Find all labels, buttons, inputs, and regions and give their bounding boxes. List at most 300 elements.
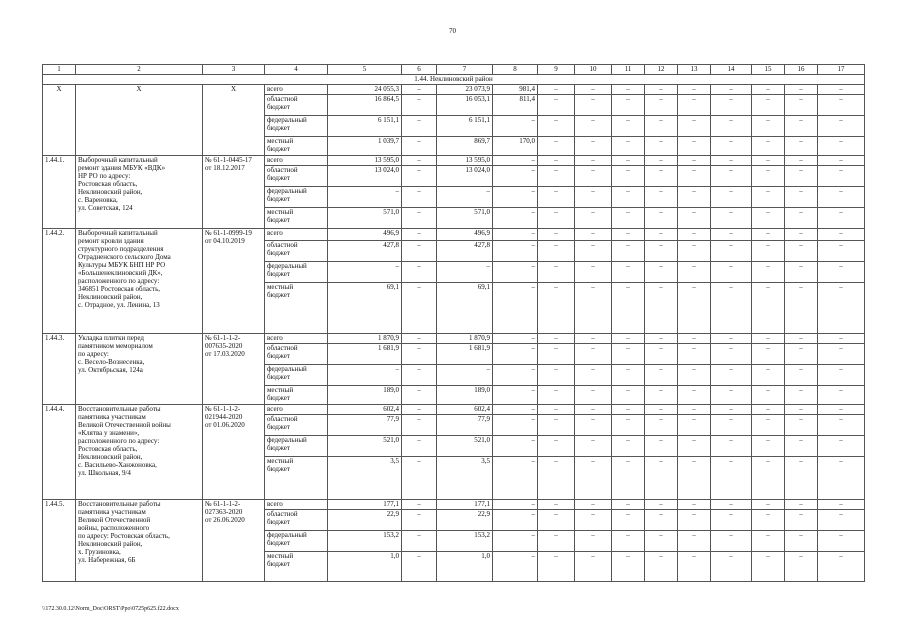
cell-col14: –: [711, 344, 752, 365]
fund-source: всего: [265, 334, 328, 344]
cell-col14: –: [711, 262, 752, 283]
fund-source: областной бюджет: [265, 344, 328, 365]
cell-col7: 22,9: [437, 510, 493, 531]
cell-col17: –: [818, 436, 865, 457]
item-number: 1.44.3.: [43, 334, 76, 405]
cell-col10: –: [575, 500, 612, 510]
cell-col8: –: [493, 531, 538, 552]
cell-col10: –: [575, 334, 612, 344]
cell-col13: –: [678, 344, 711, 365]
cell-col6: –: [402, 436, 437, 457]
cell-col11: –: [612, 510, 645, 531]
fund-source: федеральный бюджет: [265, 116, 328, 137]
item-document: № 61-1-0999-19 от 04.10.2019: [203, 229, 265, 334]
column-number: 3: [203, 65, 265, 75]
cell-col9: –: [538, 156, 575, 166]
cell-col6: –: [402, 386, 437, 405]
cell-col16: –: [785, 208, 818, 229]
cell-col15: –: [752, 436, 785, 457]
cell-col17: –: [818, 85, 865, 95]
cell-col12: –: [645, 510, 678, 531]
item-name: Выборочный капитальный ремонт кровли здания структурного подразделения Отрадненского сельского Дома Культуры МБУК БНП НР РО «Большенеклиновский ДК», расположенного по адресу: 346851 Ростовская область, Неклиновский район, с. Отрадное, ул. Ленина, 13: [76, 229, 203, 334]
cell-col16: –: [785, 405, 818, 415]
item-number: 1.44.1.: [43, 156, 76, 229]
cell-col8: –: [493, 386, 538, 405]
cell-col7: 427,8: [437, 241, 493, 262]
cell-col8: –: [493, 208, 538, 229]
fund-row: [43, 156, 865, 166]
cell-col9: –: [538, 415, 575, 436]
cell-col6: –: [402, 208, 437, 229]
cell-col17: –: [818, 415, 865, 436]
cell-col7: 1,0: [437, 552, 493, 582]
cell-col12: –: [645, 85, 678, 95]
fund-source: всего: [265, 500, 328, 510]
cell-col12: –: [645, 283, 678, 334]
cell-col9: –: [538, 241, 575, 262]
cell-col8: –: [493, 415, 538, 436]
cell-col14: –: [711, 156, 752, 166]
fund-source: всего: [265, 405, 328, 415]
cell-total: 1,0: [328, 552, 402, 582]
cell-col8: –: [493, 229, 538, 241]
cell-total: –: [328, 262, 402, 283]
cell-col14: –: [711, 241, 752, 262]
cell-col6: –: [402, 241, 437, 262]
fund-source: федеральный бюджет: [265, 187, 328, 208]
fund-source: областной бюджет: [265, 166, 328, 187]
cell-col9: –: [538, 436, 575, 457]
cell-col16: –: [785, 95, 818, 116]
cell-col9: –: [538, 365, 575, 386]
cell-col14: –: [711, 415, 752, 436]
column-number: 16: [785, 65, 818, 75]
item-number: 1.44.4.: [43, 405, 76, 500]
cell-col15: –: [752, 241, 785, 262]
fund-source: местный бюджет: [265, 208, 328, 229]
cell-col13: –: [678, 116, 711, 137]
cell-col11: –: [612, 500, 645, 510]
cell-col10: –: [575, 229, 612, 241]
cell-col8: 170,0: [493, 137, 538, 156]
total-col2: X: [76, 85, 203, 156]
cell-col17: –: [818, 386, 865, 405]
cell-col16: –: [785, 334, 818, 344]
item-document: № 61-1-1-2- 027363-2020 от 26.06.2020: [203, 500, 265, 582]
cell-col9: –: [538, 208, 575, 229]
cell-col13: –: [678, 208, 711, 229]
cell-col8: –: [493, 283, 538, 334]
cell-col16: –: [785, 500, 818, 510]
cell-col13: –: [678, 405, 711, 415]
cell-col14: –: [711, 229, 752, 241]
cell-col10: –: [575, 95, 612, 116]
cell-col10: –: [575, 166, 612, 187]
cell-col11: –: [612, 405, 645, 415]
cell-col9: –: [538, 405, 575, 415]
cell-col7: 177,1: [437, 500, 493, 510]
cell-col10: –: [575, 116, 612, 137]
cell-col16: –: [785, 187, 818, 208]
cell-col14: –: [711, 386, 752, 405]
cell-col12: –: [645, 156, 678, 166]
cell-col10: –: [575, 344, 612, 365]
cell-col11: –: [612, 229, 645, 241]
cell-col6: –: [402, 283, 437, 334]
cell-col16: –: [785, 344, 818, 365]
cell-col6: –: [402, 552, 437, 582]
section-title: 1.44. Неклиновский район: [43, 75, 865, 85]
cell-col13: –: [678, 334, 711, 344]
cell-col8: –: [493, 552, 538, 582]
cell-col13: –: [678, 283, 711, 334]
cell-col6: –: [402, 457, 437, 500]
cell-col15: –: [752, 457, 785, 500]
cell-col15: –: [752, 262, 785, 283]
cell-col10: –: [575, 262, 612, 283]
cell-col10: –: [575, 365, 612, 386]
cell-col10: –: [575, 85, 612, 95]
cell-col14: –: [711, 187, 752, 208]
cell-col17: –: [818, 95, 865, 116]
cell-col17: –: [818, 262, 865, 283]
cell-col17: –: [818, 552, 865, 582]
cell-col10: –: [575, 283, 612, 334]
cell-col15: –: [752, 166, 785, 187]
column-number: 10: [575, 65, 612, 75]
fund-source: областной бюджет: [265, 510, 328, 531]
cell-col8: –: [493, 334, 538, 344]
cell-col11: –: [612, 386, 645, 405]
cell-col8: –: [493, 187, 538, 208]
cell-col16: –: [785, 365, 818, 386]
cell-col8: –: [493, 241, 538, 262]
cell-col7: –: [437, 187, 493, 208]
cell-col13: –: [678, 229, 711, 241]
cell-col16: –: [785, 283, 818, 334]
cell-col13: –: [678, 531, 711, 552]
cell-col11: –: [612, 334, 645, 344]
fund-source: федеральный бюджет: [265, 436, 328, 457]
cell-col10: –: [575, 457, 612, 500]
cell-total: 22,9: [328, 510, 402, 531]
page-number: 70: [449, 27, 456, 35]
fund-row: [43, 85, 865, 95]
column-number-row: [43, 65, 865, 75]
cell-col9: –: [538, 531, 575, 552]
cell-col8: –: [493, 500, 538, 510]
column-number: 9: [538, 65, 575, 75]
cell-col16: –: [785, 436, 818, 457]
cell-col17: –: [818, 187, 865, 208]
cell-col10: –: [575, 187, 612, 208]
cell-col7: 869,7: [437, 137, 493, 156]
cell-col17: –: [818, 166, 865, 187]
cell-col6: –: [402, 156, 437, 166]
cell-col15: –: [752, 510, 785, 531]
cell-col17: –: [818, 137, 865, 156]
cell-col15: –: [752, 208, 785, 229]
cell-col9: –: [538, 344, 575, 365]
cell-col12: –: [645, 457, 678, 500]
cell-col13: –: [678, 386, 711, 405]
cell-col12: –: [645, 116, 678, 137]
column-number: 5: [328, 65, 402, 75]
cell-col6: –: [402, 500, 437, 510]
cell-col7: 1 681,9: [437, 344, 493, 365]
column-number: 8: [493, 65, 538, 75]
cell-col8: –: [493, 166, 538, 187]
cell-col9: –: [538, 262, 575, 283]
column-number: 11: [612, 65, 645, 75]
cell-col11: –: [612, 552, 645, 582]
cell-col17: –: [818, 457, 865, 500]
cell-col17: –: [818, 283, 865, 334]
cell-col9: –: [538, 500, 575, 510]
cell-col6: –: [402, 229, 437, 241]
fund-source: местный бюджет: [265, 283, 328, 334]
cell-col6: –: [402, 531, 437, 552]
cell-col9: –: [538, 85, 575, 95]
cell-col15: –: [752, 386, 785, 405]
cell-col16: –: [785, 166, 818, 187]
cell-col9: –: [538, 510, 575, 531]
cell-col14: –: [711, 552, 752, 582]
fund-source: всего: [265, 229, 328, 241]
cell-col7: 189,0: [437, 386, 493, 405]
cell-total: 521,0: [328, 436, 402, 457]
cell-col16: –: [785, 415, 818, 436]
cell-col11: –: [612, 241, 645, 262]
item-name: Восстановительные работы памятника участникам Великой Отечественной войны, расположенного по адресу: Ростовская область, Неклиновский район, х. Грузиновка, ул. Набережная, 6Б: [76, 500, 203, 582]
cell-col9: –: [538, 187, 575, 208]
cell-col9: –: [538, 137, 575, 156]
program-table: [42, 64, 865, 582]
column-number: 17: [818, 65, 865, 75]
cell-col6: –: [402, 365, 437, 386]
cell-col8: –: [493, 457, 538, 500]
cell-col13: –: [678, 262, 711, 283]
cell-col12: –: [645, 208, 678, 229]
cell-col16: –: [785, 552, 818, 582]
cell-col12: –: [645, 436, 678, 457]
cell-col7: 3,5: [437, 457, 493, 500]
cell-col7: 496,9: [437, 229, 493, 241]
cell-col16: –: [785, 386, 818, 405]
cell-col13: –: [678, 500, 711, 510]
cell-col17: –: [818, 156, 865, 166]
cell-total: 24 055,3: [328, 85, 402, 95]
cell-col15: –: [752, 405, 785, 415]
cell-col7: 23 073,9: [437, 85, 493, 95]
cell-col10: –: [575, 415, 612, 436]
cell-total: 1 039,7: [328, 137, 402, 156]
cell-col15: –: [752, 283, 785, 334]
cell-col9: –: [538, 457, 575, 500]
cell-col16: –: [785, 241, 818, 262]
cell-col7: 153,2: [437, 531, 493, 552]
cell-col17: –: [818, 334, 865, 344]
cell-col11: –: [612, 262, 645, 283]
cell-col12: –: [645, 187, 678, 208]
cell-col14: –: [711, 95, 752, 116]
cell-col17: –: [818, 229, 865, 241]
cell-col9: –: [538, 116, 575, 137]
cell-total: 77,9: [328, 415, 402, 436]
cell-col15: –: [752, 344, 785, 365]
cell-total: 13 595,0: [328, 156, 402, 166]
cell-col7: 571,0: [437, 208, 493, 229]
cell-col6: –: [402, 334, 437, 344]
cell-col6: –: [402, 415, 437, 436]
cell-col17: –: [818, 510, 865, 531]
cell-col17: –: [818, 500, 865, 510]
cell-col6: –: [402, 166, 437, 187]
cell-col14: –: [711, 116, 752, 137]
cell-col17: –: [818, 208, 865, 229]
item-document: № 61-1-1-2- 007635-2020 от 17.03.2020: [203, 334, 265, 405]
cell-col11: –: [612, 187, 645, 208]
cell-col16: –: [785, 531, 818, 552]
cell-col12: –: [645, 262, 678, 283]
cell-col9: –: [538, 386, 575, 405]
item-name: Выборочный капитальный ремонт здания МБУК «ВДК» НР РО по адресу: Ростовская область, Неклиновский район, с. Вареновка, ул. Советская, 124: [76, 156, 203, 229]
cell-col14: –: [711, 405, 752, 415]
cell-col17: –: [818, 344, 865, 365]
cell-col14: –: [711, 365, 752, 386]
cell-col13: –: [678, 436, 711, 457]
item-name: Укладка плитки перед памятником мемориалом по адресу: с. Весело-Вознесенка, ул. Октябрьская, 124а: [76, 334, 203, 405]
cell-col12: –: [645, 552, 678, 582]
cell-col13: –: [678, 415, 711, 436]
cell-col17: –: [818, 116, 865, 137]
column-number: 2: [76, 65, 203, 75]
cell-col11: –: [612, 436, 645, 457]
cell-col7: 521,0: [437, 436, 493, 457]
cell-col15: –: [752, 415, 785, 436]
fund-source: федеральный бюджет: [265, 262, 328, 283]
total-col3: X: [203, 85, 265, 156]
cell-col10: –: [575, 531, 612, 552]
cell-col7: 602,4: [437, 405, 493, 415]
cell-col8: –: [493, 436, 538, 457]
cell-col6: –: [402, 262, 437, 283]
cell-total: 496,9: [328, 229, 402, 241]
item-number: 1.44.5.: [43, 500, 76, 582]
fund-source: местный бюджет: [265, 552, 328, 582]
cell-col11: –: [612, 208, 645, 229]
cell-col11: –: [612, 365, 645, 386]
cell-col16: –: [785, 510, 818, 531]
column-number: 12: [645, 65, 678, 75]
cell-total: 6 151,1: [328, 116, 402, 137]
column-number: 7: [437, 65, 493, 75]
cell-col8: –: [493, 365, 538, 386]
cell-total: 13 024,0: [328, 166, 402, 187]
cell-col16: –: [785, 262, 818, 283]
fund-row: [43, 500, 865, 510]
item-document: № 61-1-0445-17 от 18.12.2017: [203, 156, 265, 229]
fund-source: местный бюджет: [265, 457, 328, 500]
cell-total: 1 681,9: [328, 344, 402, 365]
cell-col11: –: [612, 95, 645, 116]
cell-col7: 77,9: [437, 415, 493, 436]
cell-col14: –: [711, 510, 752, 531]
fund-source: местный бюджет: [265, 386, 328, 405]
cell-col14: –: [711, 166, 752, 187]
column-number: 1: [43, 65, 76, 75]
item-name: Восстановительные работы памятника участникам Великой Отечественной войны «Клятва у знамени», расположенного по адресу: Ростовская область, Неклиновский район, с. Васильево-Ханжоновка, ул. Школьная, 9/4: [76, 405, 203, 500]
cell-col14: –: [711, 436, 752, 457]
cell-col13: –: [678, 457, 711, 500]
cell-total: 427,8: [328, 241, 402, 262]
cell-col13: –: [678, 95, 711, 116]
cell-col9: –: [538, 334, 575, 344]
cell-col11: –: [612, 137, 645, 156]
fund-source: всего: [265, 85, 328, 95]
cell-col12: –: [645, 166, 678, 187]
cell-total: 571,0: [328, 208, 402, 229]
cell-col14: –: [711, 208, 752, 229]
cell-col14: –: [711, 283, 752, 334]
cell-col17: –: [818, 405, 865, 415]
cell-col11: –: [612, 166, 645, 187]
cell-col7: 6 151,1: [437, 116, 493, 137]
total-col1: X: [43, 85, 76, 156]
fund-row: [43, 334, 865, 344]
cell-col14: –: [711, 334, 752, 344]
cell-col15: –: [752, 95, 785, 116]
cell-col7: –: [437, 365, 493, 386]
column-number: 13: [678, 65, 711, 75]
cell-col10: –: [575, 137, 612, 156]
cell-col15: –: [752, 365, 785, 386]
cell-col7: –: [437, 262, 493, 283]
cell-col17: –: [818, 241, 865, 262]
cell-col8: –: [493, 262, 538, 283]
file-path: \\172.30.0.12\Norm_Doc\ORST\Ppo\0725p625.f22.docx: [42, 606, 179, 612]
cell-col15: –: [752, 229, 785, 241]
cell-col14: –: [711, 457, 752, 500]
cell-col12: –: [645, 415, 678, 436]
fund-source: федеральный бюджет: [265, 531, 328, 552]
column-number: 6: [402, 65, 437, 75]
cell-col13: –: [678, 552, 711, 582]
cell-col7: 16 053,1: [437, 95, 493, 116]
cell-col9: –: [538, 166, 575, 187]
cell-col13: –: [678, 365, 711, 386]
cell-col12: –: [645, 365, 678, 386]
cell-total: 3,5: [328, 457, 402, 500]
column-number: 14: [711, 65, 752, 75]
cell-col11: –: [612, 344, 645, 365]
cell-col9: –: [538, 95, 575, 116]
cell-col12: –: [645, 229, 678, 241]
cell-col6: –: [402, 137, 437, 156]
column-number: 4: [265, 65, 328, 75]
cell-col11: –: [612, 457, 645, 500]
fund-source: областной бюджет: [265, 241, 328, 262]
item-document: № 61-1-1-2- 021944-2020 от 01.06.2020: [203, 405, 265, 500]
cell-col11: –: [612, 415, 645, 436]
cell-col13: –: [678, 137, 711, 156]
cell-col16: –: [785, 229, 818, 241]
cell-col10: –: [575, 386, 612, 405]
cell-col11: –: [612, 116, 645, 137]
cell-col12: –: [645, 500, 678, 510]
cell-col15: –: [752, 334, 785, 344]
cell-total: 153,2: [328, 531, 402, 552]
